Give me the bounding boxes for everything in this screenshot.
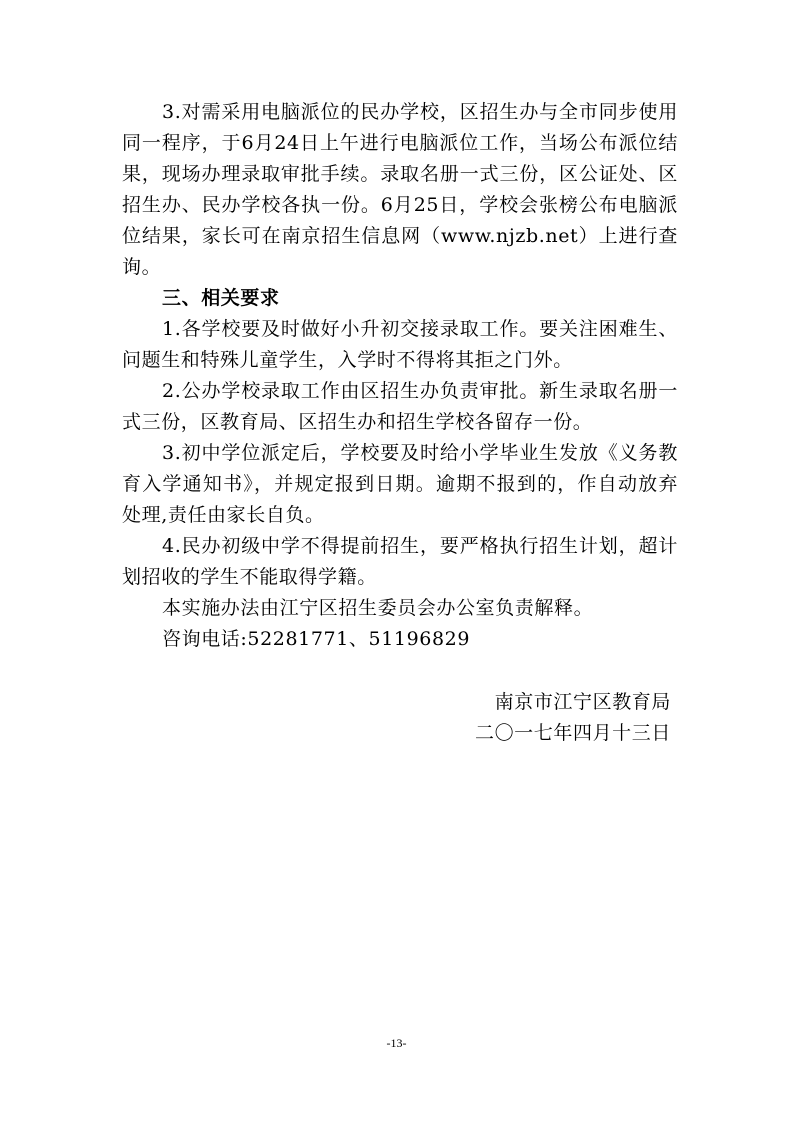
paragraph-computer-allocation: 3.对需采用电脑派位的民办学校，区招生办与全市同步使用同一程序，于6月24日上午进行电脑派位工作，当场公布派位结果，现场办理录取审批手续。录取名册一式三份，区公证处、区招生办、民办学校各执一份。6月25日，学校会张榜公布电脑派位结果，家长可在南京招生信息网（www.njzb.net）上进行查询。	[122, 101, 678, 278]
signature-date: 二〇一七年四月十三日	[474, 722, 671, 744]
section-heading-requirements: 三、相关要求	[162, 287, 280, 309]
paragraph-requirement-1: 1.各学校要及时做好小升初交接录取工作。要关注困难生、问题生和特殊儿童学生，入学时不得将其拒之门外。	[122, 318, 678, 371]
paragraph-requirement-2: 2.公办学校录取工作由区招生办负责审批。新生录取名册一式三份，区教育局、区招生办和招生学校各留存一份。	[122, 380, 678, 433]
document-body	[122, 97, 678, 655]
paragraph-contact-phone: 咨询电话:52281771、51196829	[162, 628, 471, 650]
signature-block	[475, 687, 671, 749]
signature-organization: 南京市江宁区教育局	[494, 691, 671, 713]
paragraph-interpretation: 本实施办法由江宁区招生委员会办公室负责解释。	[162, 597, 594, 619]
paragraph-requirement-3: 3.初中学位派定后，学校要及时给小学毕业生发放《义务教育入学通知书》，并规定报到日期。逾期不报到的，作自动放弃处理,责任由家长自负。	[122, 442, 678, 526]
page-number: -13-	[386, 1036, 407, 1050]
paragraph-requirement-4: 4.民办初级中学不得提前招生，要严格执行招生计划，超计划招收的学生不能取得学籍。	[122, 535, 678, 588]
